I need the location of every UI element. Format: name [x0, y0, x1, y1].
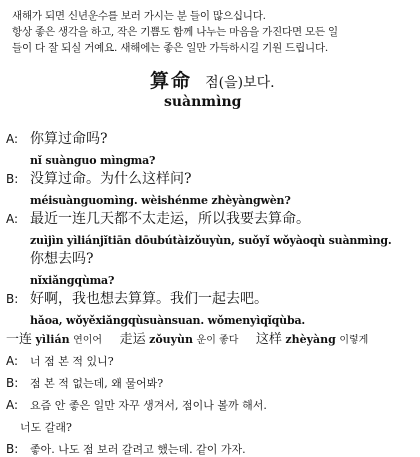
dialogue-line — [6, 128, 108, 148]
translation-line — [6, 350, 114, 369]
vocab-chinese: 走运 — [119, 332, 146, 347]
translation-line — [6, 438, 246, 457]
chinese-text: 你算过命吗? — [30, 131, 108, 147]
dialogue-line — [6, 168, 192, 188]
dialogue-line — [6, 248, 94, 268]
speaker-label: A: — [6, 132, 19, 146]
pinyin-line — [30, 229, 392, 248]
vocab-pinyin: yìlián — [35, 333, 70, 346]
title-row — [150, 66, 275, 93]
dialogue-line — [6, 288, 268, 308]
chinese-text: 最近一连几天都不太走运，所以我要去算命。 — [30, 211, 310, 227]
chinese-text: 好啊，我也想去算算。我们一起去吧。 — [30, 291, 268, 307]
speaker-label: B: — [6, 442, 19, 456]
intro-paragraph — [12, 8, 414, 56]
vocab-korean: 연이어 — [73, 335, 103, 346]
pinyin-line — [30, 269, 114, 288]
pinyin-line — [30, 149, 155, 168]
vocab-chinese: 一连 — [6, 332, 33, 347]
title-korean: 점(을)보다. — [205, 75, 275, 91]
korean-text: 좋아. 나도 점 보러 갈려고 했는데. 같이 가자. — [30, 443, 246, 456]
intro-line: 새해가 되면 신년운수를 보러 가시는 분 들이 많으십니다. — [12, 10, 266, 22]
speaker-label: A: — [6, 354, 19, 368]
korean-text: 너 점 본 적 있니? — [30, 355, 114, 368]
pinyin-text: zuìjìn yìliánjǐtiān dōubútàizǒuyùn, suǒyǐ wǒyàoqù suànmìng. — [30, 234, 392, 247]
pinyin-text: nǐxiǎngqùma? — [30, 274, 115, 287]
speaker-label: B: — [6, 376, 19, 390]
pinyin-line — [30, 189, 291, 208]
title-pinyin: suànmìng — [164, 94, 242, 110]
chinese-text: 你想去吗? — [30, 251, 94, 267]
pinyin-line — [30, 309, 305, 328]
vocab-pinyin: zhèyàng — [285, 333, 336, 346]
title-chinese: 算命 — [150, 70, 193, 92]
speaker-label: A: — [6, 212, 19, 226]
speaker-label: A: — [6, 398, 19, 412]
translation-line — [20, 416, 72, 435]
speaker-label: B: — [6, 292, 19, 306]
korean-text: 요즘 안 좋은 일만 자꾸 생겨서, 점이나 볼까 해서. — [30, 399, 267, 412]
vocab-korean: 운이 좋다 — [196, 335, 239, 346]
pinyin-text: méisuànguomìng. wèishénme zhèyàngwèn? — [30, 194, 291, 207]
vocab-korean: 이렇게 — [339, 335, 369, 346]
korean-text: 점 본 적 없는데, 왜 물어봐? — [30, 377, 164, 390]
speaker-label: B: — [6, 172, 19, 186]
dialogue-line — [6, 208, 310, 228]
vocab-pinyin: zǒuyùn — [149, 333, 194, 346]
intro-line: 항상 좋은 생각을 하고, 작은 기쁨도 함께 나누는 마음을 가진다면 모든 일 — [12, 26, 338, 38]
pinyin-text: hǎoa, wǒyěxiǎngqùsuànsuan. wǒmenyìqǐqùba. — [30, 314, 305, 327]
translation-line — [6, 372, 163, 391]
vocabulary-row — [6, 328, 368, 347]
pinyin-text: nǐ suànguo mìngma? — [30, 154, 156, 167]
chinese-text: 没算过命。为什么这样问? — [30, 171, 192, 187]
vocab-chinese: 这样 — [255, 332, 282, 347]
intro-line: 들이 다 잘 되실 거예요. 새해에는 좋은 일만 가득하시길 기원 드립니다. — [12, 42, 329, 54]
translation-line — [6, 394, 267, 413]
korean-text: 너도 갈래? — [20, 421, 72, 434]
